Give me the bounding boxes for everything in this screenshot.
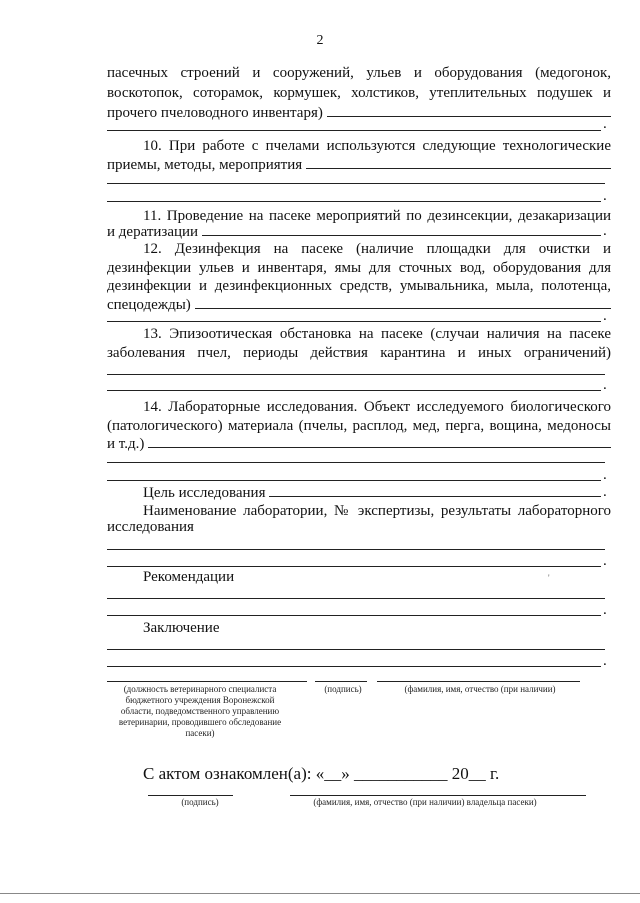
signature-caption: (подпись)	[324, 684, 362, 694]
s10-line-1: 10. При работе с пчелами используются следующие технологические	[143, 138, 611, 154]
signature-field[interactable]	[315, 681, 367, 682]
position-caption: (должность ветеринарного специалиста бюджетного учреждения Воронежской области, подведомственного управлению ветеринарии, проводившего обследование пасеки)	[118, 684, 282, 738]
s9-line-3-text: прочего пчеловодного инвентаря)	[107, 105, 323, 121]
owner-fio-field[interactable]	[290, 795, 586, 796]
s14-line-3	[107, 435, 611, 453]
period: .	[603, 484, 607, 500]
fill-line[interactable]	[107, 201, 601, 202]
s12-line-3: дезинфекции и дезинфекционных средств, умывальника, мыла, полотенца,	[107, 278, 611, 294]
purpose-label: Цель исследования	[143, 485, 266, 501]
owner-signature-field[interactable]	[148, 795, 233, 796]
fill-line[interactable]	[107, 480, 601, 481]
fio-field[interactable]	[377, 681, 580, 682]
period: .	[603, 553, 607, 569]
recommendations-label: Рекомендации	[143, 569, 235, 585]
s11-line-2-text: и дератизации	[107, 224, 199, 240]
s10-line-2-text: приемы, методы, мероприятия	[107, 157, 303, 173]
fill-line[interactable]	[148, 435, 611, 448]
period: .	[603, 308, 607, 324]
fill-line[interactable]	[107, 666, 601, 667]
purpose-field[interactable]	[269, 484, 601, 497]
s11-line-2	[107, 223, 601, 241]
fill-line[interactable]	[107, 390, 601, 391]
fill-line[interactable]	[202, 223, 601, 236]
fill-line[interactable]	[107, 649, 605, 650]
s9-line-3	[107, 104, 611, 122]
fill-line[interactable]	[107, 549, 605, 550]
acquainted-label: С актом ознакомлен(а): «__» ___________ 20__ г.	[143, 764, 500, 783]
s12-line-4	[107, 296, 611, 314]
s13-line-1: 13. Эпизоотическая обстановка на пасеке (случаи наличия на пасеке	[143, 326, 611, 342]
s12-line-1: 12. Дезинфекция на пасеке (наличие площадки для очистки и	[143, 241, 611, 257]
fill-line[interactable]	[195, 296, 611, 309]
s13-line-2: заболевания пчел, периоды действия карантина и иных ограничений)	[107, 345, 611, 361]
position-field[interactable]	[107, 681, 307, 682]
s12-line-2: дезинфекции ульев и инвентаря, ямы для сточных вод, оборудования для	[107, 260, 611, 276]
fill-line[interactable]	[306, 156, 611, 169]
page-edge-line	[0, 893, 640, 894]
page-number: 2	[316, 33, 324, 48]
fill-line[interactable]	[107, 615, 601, 616]
fill-line[interactable]	[327, 104, 611, 117]
s14-line-2: (патологического) материала (пчелы, расплод, мед, перга, вощина, медоносы	[107, 418, 611, 434]
fill-line[interactable]	[107, 130, 601, 131]
s10-line-2	[107, 156, 611, 174]
stray-mark: '	[548, 573, 550, 583]
s11-line-1: 11. Проведение на пасеке мероприятий по дезинсекции, дезакаризации	[143, 208, 611, 224]
owner-signature-caption: (подпись)	[181, 797, 219, 807]
fill-line[interactable]	[107, 566, 601, 567]
fill-line[interactable]	[107, 598, 605, 599]
s12-line-4-text: спецодежды)	[107, 297, 191, 313]
period: .	[603, 653, 607, 669]
period: .	[603, 467, 607, 483]
conclusion-label: Заключение	[143, 620, 220, 636]
s14-line-1: 14. Лабораторные исследования. Объект исследуемого биологического	[143, 399, 611, 415]
period: .	[603, 188, 607, 204]
fill-line[interactable]	[107, 321, 601, 322]
fill-line[interactable]	[107, 183, 605, 184]
fio-caption: (фамилия, имя, отчество (при наличии)	[404, 684, 556, 694]
s9-line-1: пасечных строений и сооружений, ульев и оборудования (медогонок,	[107, 65, 611, 81]
lab-line-1: Наименование лаборатории, № экспертизы, результаты лабораторного	[143, 503, 611, 519]
fill-line[interactable]	[107, 374, 605, 375]
period: .	[603, 377, 607, 393]
owner-fio-caption: (фамилия, имя, отчество (при наличии) владельца пасеки)	[313, 797, 537, 807]
purpose-line	[143, 484, 601, 502]
lab-line-2: исследования	[107, 519, 194, 535]
period: .	[603, 223, 607, 239]
s14-line-3-text: и т.д.)	[107, 436, 145, 452]
period: .	[603, 602, 607, 618]
fill-line[interactable]	[107, 462, 605, 463]
period: .	[603, 116, 607, 132]
s9-line-2: воскотопок, соторамок, кормушек, холстиков, утеплительных подушек и	[107, 85, 611, 101]
